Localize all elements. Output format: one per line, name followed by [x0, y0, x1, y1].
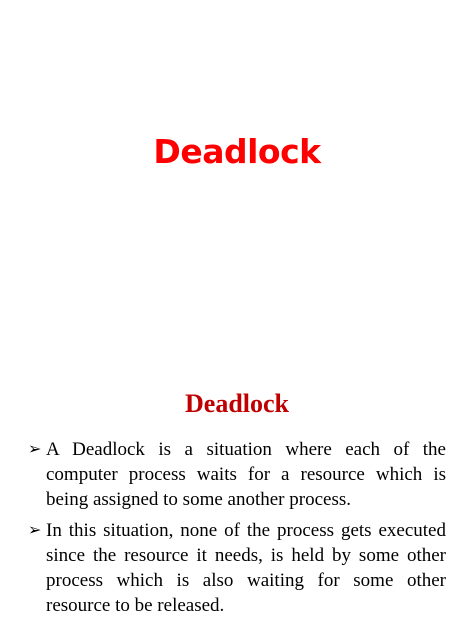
slide-title: Deadlock: [153, 132, 321, 171]
bullet-text: In this situation, none of the process gets executed since the resource it needs, is held by some other process which is also waiting for some other resource to be released.: [46, 520, 446, 616]
bullet-list: [28, 437, 446, 624]
arrowhead-bullet-icon: ➢: [28, 439, 42, 458]
list-item: [28, 518, 446, 618]
arrowhead-bullet-icon: ➢: [28, 520, 42, 539]
list-item: [28, 437, 446, 512]
section-heading: Deadlock: [185, 389, 289, 418]
bullet-text: A Deadlock is a situation where each of the computer process waits for a resource which is being assigned to some another process.: [46, 439, 446, 510]
